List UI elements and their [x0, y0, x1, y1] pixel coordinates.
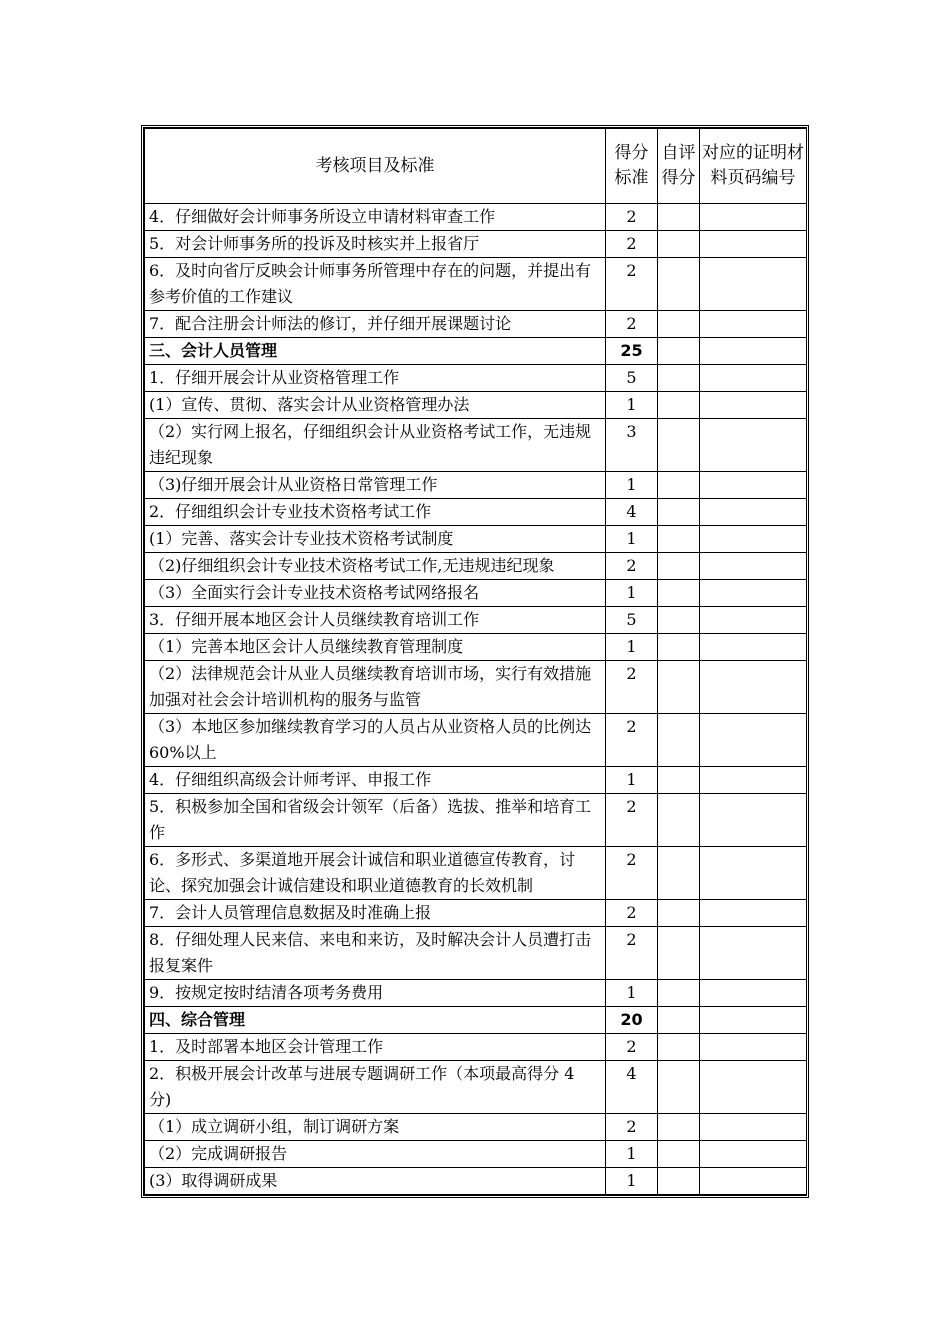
section-title: 四、综合管理	[145, 1007, 606, 1034]
self-score-cell[interactable]	[658, 311, 700, 338]
criterion-text: （2）完成调研报告	[145, 1141, 606, 1168]
table-row	[145, 526, 807, 553]
score-standard-cell: 2	[606, 553, 658, 580]
criterion-text: 4．仔细做好会计师事务所设立申请材料审查工作	[145, 204, 606, 231]
evidence-page-cell[interactable]	[700, 1114, 807, 1141]
score-standard-cell: 1	[606, 472, 658, 499]
section-title: 三、会计人员管理	[145, 338, 606, 365]
evidence-page-cell[interactable]	[700, 1034, 807, 1061]
assessment-table-frame	[141, 125, 809, 1198]
score-standard-cell: 2	[606, 927, 658, 980]
table-row	[145, 794, 807, 847]
criterion-text: 9．按规定按时结清各项考务费用	[145, 980, 606, 1007]
score-standard-cell: 1	[606, 580, 658, 607]
criterion-text: 2．仔细组织会计专业技术资格考试工作	[145, 499, 606, 526]
self-score-cell[interactable]	[658, 365, 700, 392]
table-header-row	[145, 129, 807, 204]
criterion-text: 2．积极开展会计改革与进展专题调研工作（本项最高得分 4 分)	[145, 1061, 606, 1114]
self-score-cell[interactable]	[658, 1061, 700, 1114]
score-standard-cell: 25	[606, 338, 658, 365]
score-standard-cell: 2	[606, 204, 658, 231]
table-row	[145, 499, 807, 526]
self-score-cell[interactable]	[658, 419, 700, 472]
table-row	[145, 231, 807, 258]
header-score-standard: 得分标准	[606, 129, 658, 204]
criterion-text: 8．仔细处理人民来信、来电和来访，及时解决会计人员遭打击报复案件	[145, 927, 606, 980]
table-body	[145, 204, 807, 1195]
self-score-cell[interactable]	[658, 258, 700, 311]
criterion-text: 1．及时部署本地区会计管理工作	[145, 1034, 606, 1061]
evidence-page-cell[interactable]	[700, 900, 807, 927]
header-self-score: 自评得分	[658, 129, 700, 204]
evidence-page-cell[interactable]	[700, 1007, 807, 1034]
score-standard-cell: 2	[606, 1034, 658, 1061]
evidence-page-cell[interactable]	[700, 634, 807, 661]
score-standard-cell: 2	[606, 900, 658, 927]
score-standard-cell: 4	[606, 499, 658, 526]
table-row	[145, 634, 807, 661]
score-standard-cell: 2	[606, 714, 658, 767]
evidence-page-cell[interactable]	[700, 1168, 807, 1195]
table-row	[145, 580, 807, 607]
criterion-text: 4．仔细组织高级会计师考评、申报工作	[145, 767, 606, 794]
self-score-cell[interactable]	[658, 900, 700, 927]
score-standard-cell: 1	[606, 980, 658, 1007]
self-score-cell[interactable]	[658, 526, 700, 553]
score-standard-cell: 1	[606, 767, 658, 794]
criterion-text: 5．对会计师事务所的投诉及时核实并上报省厅	[145, 231, 606, 258]
header-evidence-page: 对应的证明材料页码编号	[700, 129, 807, 204]
table-row	[145, 607, 807, 634]
score-standard-cell: 2	[606, 661, 658, 714]
self-score-cell[interactable]	[658, 714, 700, 767]
criterion-text: 7．配合注册会计师法的修订，并仔细开展课题讨论	[145, 311, 606, 338]
criterion-text: （3)仔细开展会计从业资格日常管理工作	[145, 472, 606, 499]
table-row	[145, 661, 807, 714]
self-score-cell[interactable]	[658, 472, 700, 499]
criterion-text: 3．仔细开展本地区会计人员继续教育培训工作	[145, 607, 606, 634]
self-score-cell[interactable]	[658, 580, 700, 607]
evidence-page-cell[interactable]	[700, 258, 807, 311]
self-score-cell[interactable]	[658, 231, 700, 258]
table-row	[145, 927, 807, 980]
self-score-cell[interactable]	[658, 1114, 700, 1141]
evidence-page-cell[interactable]	[700, 661, 807, 714]
table-row	[145, 767, 807, 794]
score-standard-cell: 1	[606, 634, 658, 661]
table-row	[145, 258, 807, 311]
criterion-text: (1）完善、落实会计专业技术资格考试制度	[145, 526, 606, 553]
score-standard-cell: 2	[606, 231, 658, 258]
evidence-page-cell[interactable]	[700, 392, 807, 419]
evidence-page-cell[interactable]	[700, 1061, 807, 1114]
evidence-page-cell[interactable]	[700, 927, 807, 980]
self-score-cell[interactable]	[658, 1034, 700, 1061]
score-standard-cell: 1	[606, 1141, 658, 1168]
score-standard-cell: 1	[606, 526, 658, 553]
table-row	[145, 311, 807, 338]
score-standard-cell: 2	[606, 794, 658, 847]
criterion-text: （3）本地区参加继续教育学习的人员占从业资格人员的比例达 60%以上	[145, 714, 606, 767]
evidence-page-cell[interactable]	[700, 472, 807, 499]
score-standard-cell: 2	[606, 311, 658, 338]
criterion-text: 6．多形式、多渠道地开展会计诚信和职业道德宣传教育，讨论、探究加强会计诚信建设和职业道德教育的长效机制	[145, 847, 606, 900]
table-row	[145, 1168, 807, 1195]
evidence-page-cell[interactable]	[700, 980, 807, 1007]
self-score-cell[interactable]	[658, 847, 700, 900]
self-score-cell[interactable]	[658, 392, 700, 419]
evidence-page-cell[interactable]	[700, 553, 807, 580]
self-score-cell[interactable]	[658, 794, 700, 847]
evidence-page-cell[interactable]	[700, 419, 807, 472]
table-row	[145, 204, 807, 231]
evidence-page-cell[interactable]	[700, 338, 807, 365]
self-score-cell[interactable]	[658, 499, 700, 526]
criterion-text: (1）宣传、贯彻、落实会计从业资格管理办法	[145, 392, 606, 419]
evidence-page-cell[interactable]	[700, 714, 807, 767]
evidence-page-cell[interactable]	[700, 499, 807, 526]
table-row	[145, 1061, 807, 1114]
table-row	[145, 1141, 807, 1168]
table-row	[145, 419, 807, 472]
score-standard-cell: 20	[606, 1007, 658, 1034]
self-score-cell[interactable]	[658, 661, 700, 714]
self-score-cell[interactable]	[658, 927, 700, 980]
score-standard-cell: 2	[606, 847, 658, 900]
table-row	[145, 365, 807, 392]
score-standard-cell: 2	[606, 258, 658, 311]
self-score-cell[interactable]	[658, 1141, 700, 1168]
criterion-text: （3）全面实行会计专业技术资格考试网络报名	[145, 580, 606, 607]
self-score-cell[interactable]	[658, 767, 700, 794]
score-standard-cell: 1	[606, 392, 658, 419]
self-score-cell[interactable]	[658, 607, 700, 634]
criterion-text: （2）法律规范会计从业人员继续教育培训市场，实行有效措施加强对社会会计培训机构的服务与监管	[145, 661, 606, 714]
evidence-page-cell[interactable]	[700, 847, 807, 900]
criterion-text: （2)仔细组织会计专业技术资格考试工作,无违规违纪现象	[145, 553, 606, 580]
criterion-text: （1）成立调研小组，制订调研方案	[145, 1114, 606, 1141]
table-row	[145, 553, 807, 580]
evidence-page-cell[interactable]	[700, 231, 807, 258]
criterion-text: 7．会计人员管理信息数据及时准确上报	[145, 900, 606, 927]
criterion-text: 1．仔细开展会计从业资格管理工作	[145, 365, 606, 392]
criterion-text: 5．积极参加全国和省级会计领军（后备）选拔、推举和培育工作	[145, 794, 606, 847]
table-row	[145, 714, 807, 767]
score-standard-cell: 5	[606, 607, 658, 634]
table-row	[145, 1114, 807, 1141]
evidence-page-cell[interactable]	[700, 1141, 807, 1168]
criterion-text: （1）完善本地区会计人员继续教育管理制度	[145, 634, 606, 661]
self-score-cell[interactable]	[658, 980, 700, 1007]
score-standard-cell: 3	[606, 419, 658, 472]
score-standard-cell: 1	[606, 1168, 658, 1195]
table-row	[145, 900, 807, 927]
self-score-cell[interactable]	[658, 338, 700, 365]
table-row	[145, 472, 807, 499]
self-score-cell[interactable]	[658, 1168, 700, 1195]
criterion-text: （2）实行网上报名，仔细组织会计从业资格考试工作，无违规违纪现象	[145, 419, 606, 472]
evidence-page-cell[interactable]	[700, 526, 807, 553]
header-item-standard: 考核项目及标准	[145, 129, 606, 204]
self-score-cell[interactable]	[658, 1007, 700, 1034]
table-row	[145, 392, 807, 419]
score-standard-cell: 2	[606, 1114, 658, 1141]
table-row	[145, 847, 807, 900]
score-standard-cell: 5	[606, 365, 658, 392]
evidence-page-cell[interactable]	[700, 365, 807, 392]
table-row	[145, 980, 807, 1007]
self-score-cell[interactable]	[658, 634, 700, 661]
evidence-page-cell[interactable]	[700, 311, 807, 338]
section-row	[145, 338, 807, 365]
score-standard-cell: 4	[606, 1061, 658, 1114]
evidence-page-cell[interactable]	[700, 607, 807, 634]
evidence-page-cell[interactable]	[700, 767, 807, 794]
section-row	[145, 1007, 807, 1034]
evidence-page-cell[interactable]	[700, 204, 807, 231]
evidence-page-cell[interactable]	[700, 580, 807, 607]
criterion-text: 6．及时向省厅反映会计师事务所管理中存在的问题，并提出有参考价值的工作建议	[145, 258, 606, 311]
criterion-text: (3）取得调研成果	[145, 1168, 606, 1195]
table-row	[145, 1034, 807, 1061]
evidence-page-cell[interactable]	[700, 794, 807, 847]
assessment-table	[144, 128, 807, 1195]
self-score-cell[interactable]	[658, 204, 700, 231]
self-score-cell[interactable]	[658, 553, 700, 580]
